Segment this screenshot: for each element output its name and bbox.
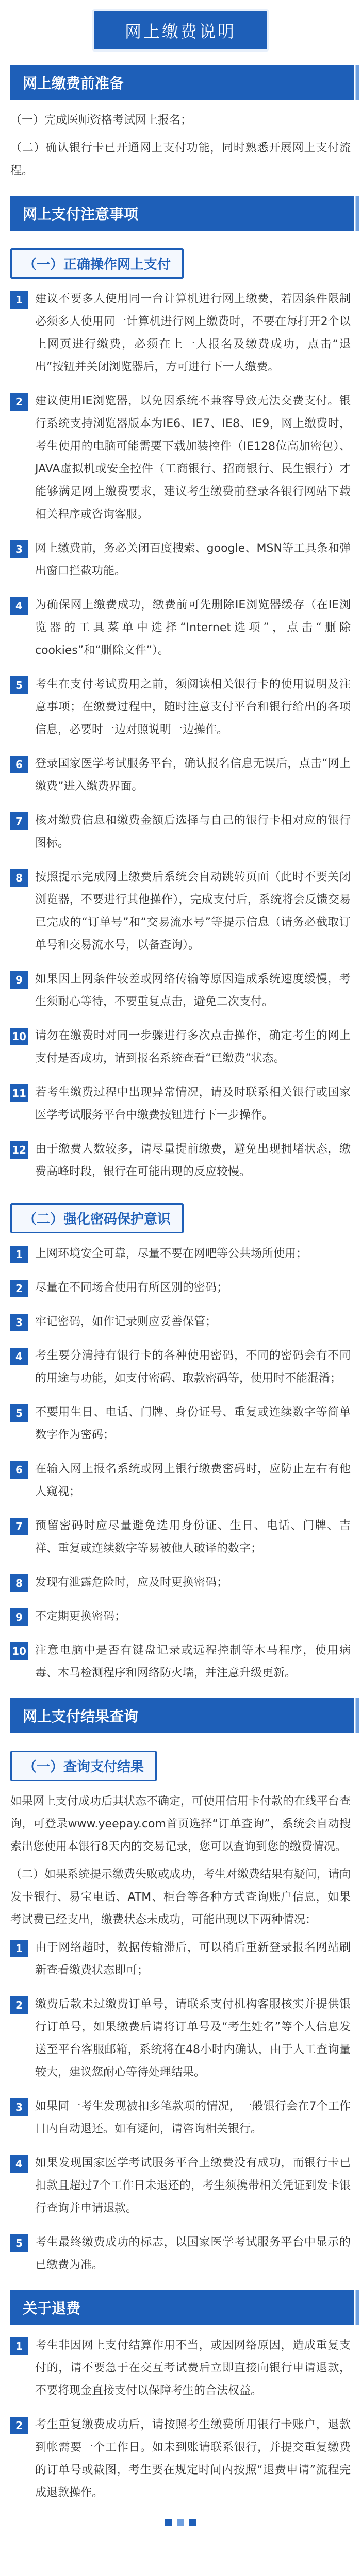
footer-decoration [10,2519,351,2526]
operate-item-number: 9 [10,971,28,989]
operate-item [10,866,351,957]
query-item [10,1993,351,2084]
operate-item-text: 网上缴费前，务必关闭百度搜索、google、MSN等工具条和弹出窗口拦截功能。 [35,542,351,578]
footer-square [165,2519,172,2526]
password-item-number: 3 [10,1314,28,1331]
password-item [10,1311,351,1333]
query-item-text: 缴费后款未过缴费订单号，请联系支付机构客服核实并提供银行订单号，如果缴费后请将订单号及“考生姓名”等个人信息发送至平台客服邮箱，系统将在48小时内确认，由于人工查询量较大，建议您耐心等待处理结果。 [35,1998,351,2079]
query-item-number: 1 [10,1940,28,1957]
operate-item [10,288,351,379]
banner-title: 网上缴费说明 [94,11,267,49]
query-item-number: 5 [10,2234,28,2252]
query-paragraph-2: （二）如果系统提示缴费失败或成功，考生对缴费结果有疑问，请向发卡银行、易宝电话、ATM、柜台等各种方式查询账户信息，如果考试费已经支出，缴费状态未成功，可能出现以下两种情况： [10,1868,351,1926]
password-item-number: 10 [10,1642,28,1660]
prep-item-2: （二）确认银行卡已开通网上支付功能，同时熟悉开展网上支付流程。 [10,142,351,177]
query-item [10,2152,351,2220]
password-item [10,1243,351,1265]
password-item-number: 7 [10,1518,28,1535]
password-item-number: 1 [10,1246,28,1263]
operate-list [10,288,351,1183]
operate-item-text: 建议不要多人使用同一台计算机进行网上缴费，若因条件限制必须多人使用同一计算机进行网上缴费时，不要在每打开2个以上网页进行缴费，必须在上一人报名及缴费成功，点击“退出”按钮并关闭浏览器后，方可进行下一人缴费。 [35,293,351,374]
password-item [10,1639,351,1685]
subsection-title-query: （一）查询支付结果 [10,1751,157,1781]
query-item-text: 如果同一考生发现被扣多笔款项的情况，一般银行会在7个工作日内自动退还。如有疑问，请咨询相关银行。 [35,2100,351,2136]
query-item-text: 考生最终缴费成功的标志，以国家医学考试服务平台中显示的已缴费为准。 [35,2236,351,2272]
password-item [10,1458,351,1503]
password-item-number: 6 [10,1461,28,1479]
operate-item [10,594,351,662]
operate-item-number: 7 [10,812,28,830]
query-item-text: 如果发现国家医学考试服务平台上缴费没有成功，而银行卡已扣款且超过7个工作日未退还的，考生须携带相关凭证到发卡银行查询并申请退款。 [35,2157,351,2215]
section-title-notes: 网上支付注意事项 [10,196,351,231]
password-list [10,1243,351,1685]
banner [10,11,351,49]
refund-item [10,2414,351,2504]
password-item [10,1401,351,1447]
query-item-number: 4 [10,2155,28,2173]
password-item-text: 尽量在不同场合使用有所区别的密码； [35,1281,228,1294]
operate-item-number: 12 [10,1141,28,1159]
footer-square [177,2519,184,2526]
operate-item-number: 5 [10,676,28,694]
query-item-number: 3 [10,2098,28,2116]
password-item [10,1571,351,1594]
operate-item-text: 若考生缴费过程中出现异常情况，请及时联系相关银行或国家医学考试服务平台中缴费按钮进行下一步操作。 [35,1086,351,1122]
operate-item-text: 核对缴费信息和缴费金额后选择与自己的银行卡相对应的银行图标。 [35,814,351,850]
password-item-text: 不定期更换密码； [35,1610,126,1623]
operate-item-number: 10 [10,1028,28,1045]
operate-item [10,537,351,583]
operate-item-text: 如果因上网条件较差或网络传输等原因造成系统速度缓慢，考生须耐心等待，不要重复点击，避免二次支付。 [35,973,351,1008]
password-item-text: 不要用生日、电话、门牌、身份证号、重复或连续数字等简单数字作为密码； [35,1406,351,1442]
operate-item [10,390,351,526]
operate-item [10,1081,351,1127]
section-title-prep: 网上缴费前准备 [10,65,351,100]
operate-item [10,968,351,1013]
operate-item-number: 1 [10,291,28,309]
password-item-number: 8 [10,1574,28,1592]
password-item-text: 预留密码时应尽量避免选用身份证、生日、电话、门牌、吉祥、重复或连续数字等易被他人破译的数字； [35,1519,351,1555]
operate-item-text: 为确保网上缴费成功，缴费前可先删除IE浏览器缓存（在IE浏览器的工具菜单中选择“Internet选项”，点击“删除cookies”和“删除文件”）。 [35,599,351,657]
query-item [10,2095,351,2141]
operate-item [10,673,351,741]
footer-square [189,2519,196,2526]
refund-item-text: 考生重复缴费成功后，请按照考生缴费所用银行卡账户，退款到帐需要一个工作日。如未到账请联系银行，并提交重复缴费的订单号或截图，考生要在规定时间内按照“退费申请”流程完成退款操作。 [35,2418,351,2499]
operate-item-number: 2 [10,393,28,411]
operate-item [10,753,351,798]
password-item-number: 4 [10,1348,28,1365]
password-item-number: 2 [10,1280,28,1297]
password-item-number: 9 [10,1608,28,1626]
operate-item-text: 登录国家医学考试服务平台，确认报名信息无误后，点击“网上缴费”进入缴费界面。 [35,757,351,793]
operate-item-number: 6 [10,756,28,773]
password-item-number: 5 [10,1404,28,1422]
operate-item-text: 请勿在缴费时对同一步骤进行多次点击操作，确定考生的网上支付是否成功，请到报名系统查看“已缴费”状态。 [35,1029,351,1065]
operate-item-number: 8 [10,869,28,887]
query-list [10,1937,351,2277]
password-item-text: 在输入网上报名系统或网上银行缴费密码时，应防止左右有他人窥视； [35,1463,351,1498]
section-title-query: 网上支付结果查询 [10,1698,351,1733]
operate-item-number: 11 [10,1084,28,1102]
password-item [10,1345,351,1390]
operate-item-number: 3 [10,540,28,558]
operate-item-text: 由于缴费人数较多，请尽量提前缴费，避免出现拥堵状态，缴费高峰时段，银行在可能出现的反应较慢。 [35,1143,351,1178]
password-item [10,1515,351,1560]
password-item [10,1605,351,1628]
refund-list [10,2334,351,2504]
operate-item [10,1025,351,1070]
section-title-refund: 关于退费 [10,2290,351,2325]
password-item-text: 牢记密码，如作记录则应妥善保管； [35,1315,217,1328]
query-item-text: 由于网络超时，数据传输滞后，可以稍后重新登录报名网站刷新查看缴费状态即可； [35,1941,351,1977]
password-item-text: 上网环境安全可靠，尽量不要在网吧等公共场所使用； [35,1247,308,1260]
prep-item-1: （一）完成医师资格考试网上报名； [10,114,192,127]
subsection-title-password: （二）强化密码保护意识 [10,1203,184,1233]
refund-item-text: 考生非因网上支付结算作用不当，或因网络原因，造成重复支付的，请不要急于在交互考试费后立即直接向银行申请退款，不要将现金直接支付以保障考生的合法权益。 [35,2339,351,2397]
query-item [10,2231,351,2277]
refund-item [10,2334,351,2402]
operate-item-text: 建议使用IE浏览器，以免因系统不兼容导致无法交费支付。银行系统支持浏览器版本为IE6、IE7、IE8、IE9，网上缴费时，考生使用的电脑可能需要下载加装控件（IE128位高加密包）、JAVA虚拟机或安全控件（工商银行、招商银行、民生银行）才能够满足网上缴费要求，建议考生缴费前登录各银行网站下载相关程序或咨询客服。 [35,395,351,521]
password-item [10,1277,351,1299]
query-item-number: 2 [10,1996,28,2014]
operate-item-text: 按照提示完成网上缴费后系统会自动跳转页面（此时不要关闭浏览器，不要进行其他操作），完成支付后，系统将会反馈交易已完成的“订单号”和“交易流水号”等提示信息（请务必截取订单号和交易流水号，以备查询）。 [35,871,351,952]
operate-item [10,809,351,855]
operate-item [10,1138,351,1183]
operate-item-number: 4 [10,597,28,615]
operate-item-text: 考生在支付考试费用之前，须阅读相关银行卡的使用说明及注意事项；在缴费过程中，随时注意支付平台和银行给出的各项信息，必要时一边对照说明一边操作。 [35,678,351,736]
query-paragraph-1: 如果网上支付成功后其状态不确定，可使用信用卡付款的在线平台查询，可登录www.yeepay.com首页选择“订单查询”，系统会自动搜索出您使用本银行8天内的交易记录，您可以查询到您的缴费情况。 [10,1795,351,1853]
query-item [10,1937,351,1982]
password-item-text: 考生要分清持有银行卡的各种使用密码，不同的密码会有不同的用途与功能，如支付密码、取款密码等，使用时不能混淆； [35,1349,351,1385]
refund-item-number: 2 [10,2417,28,2434]
password-item-text: 发现有泄露危险时，应及时更换密码； [35,1576,228,1589]
subsection-title-operate: （一）正确操作网上支付 [10,248,184,279]
refund-item-number: 1 [10,2337,28,2355]
password-item-text: 注意电脑中是否有键盘记录或远程控制等木马程序，使用病毒、木马检测程序和网络防火墙，并注意升级更新。 [35,1644,351,1680]
